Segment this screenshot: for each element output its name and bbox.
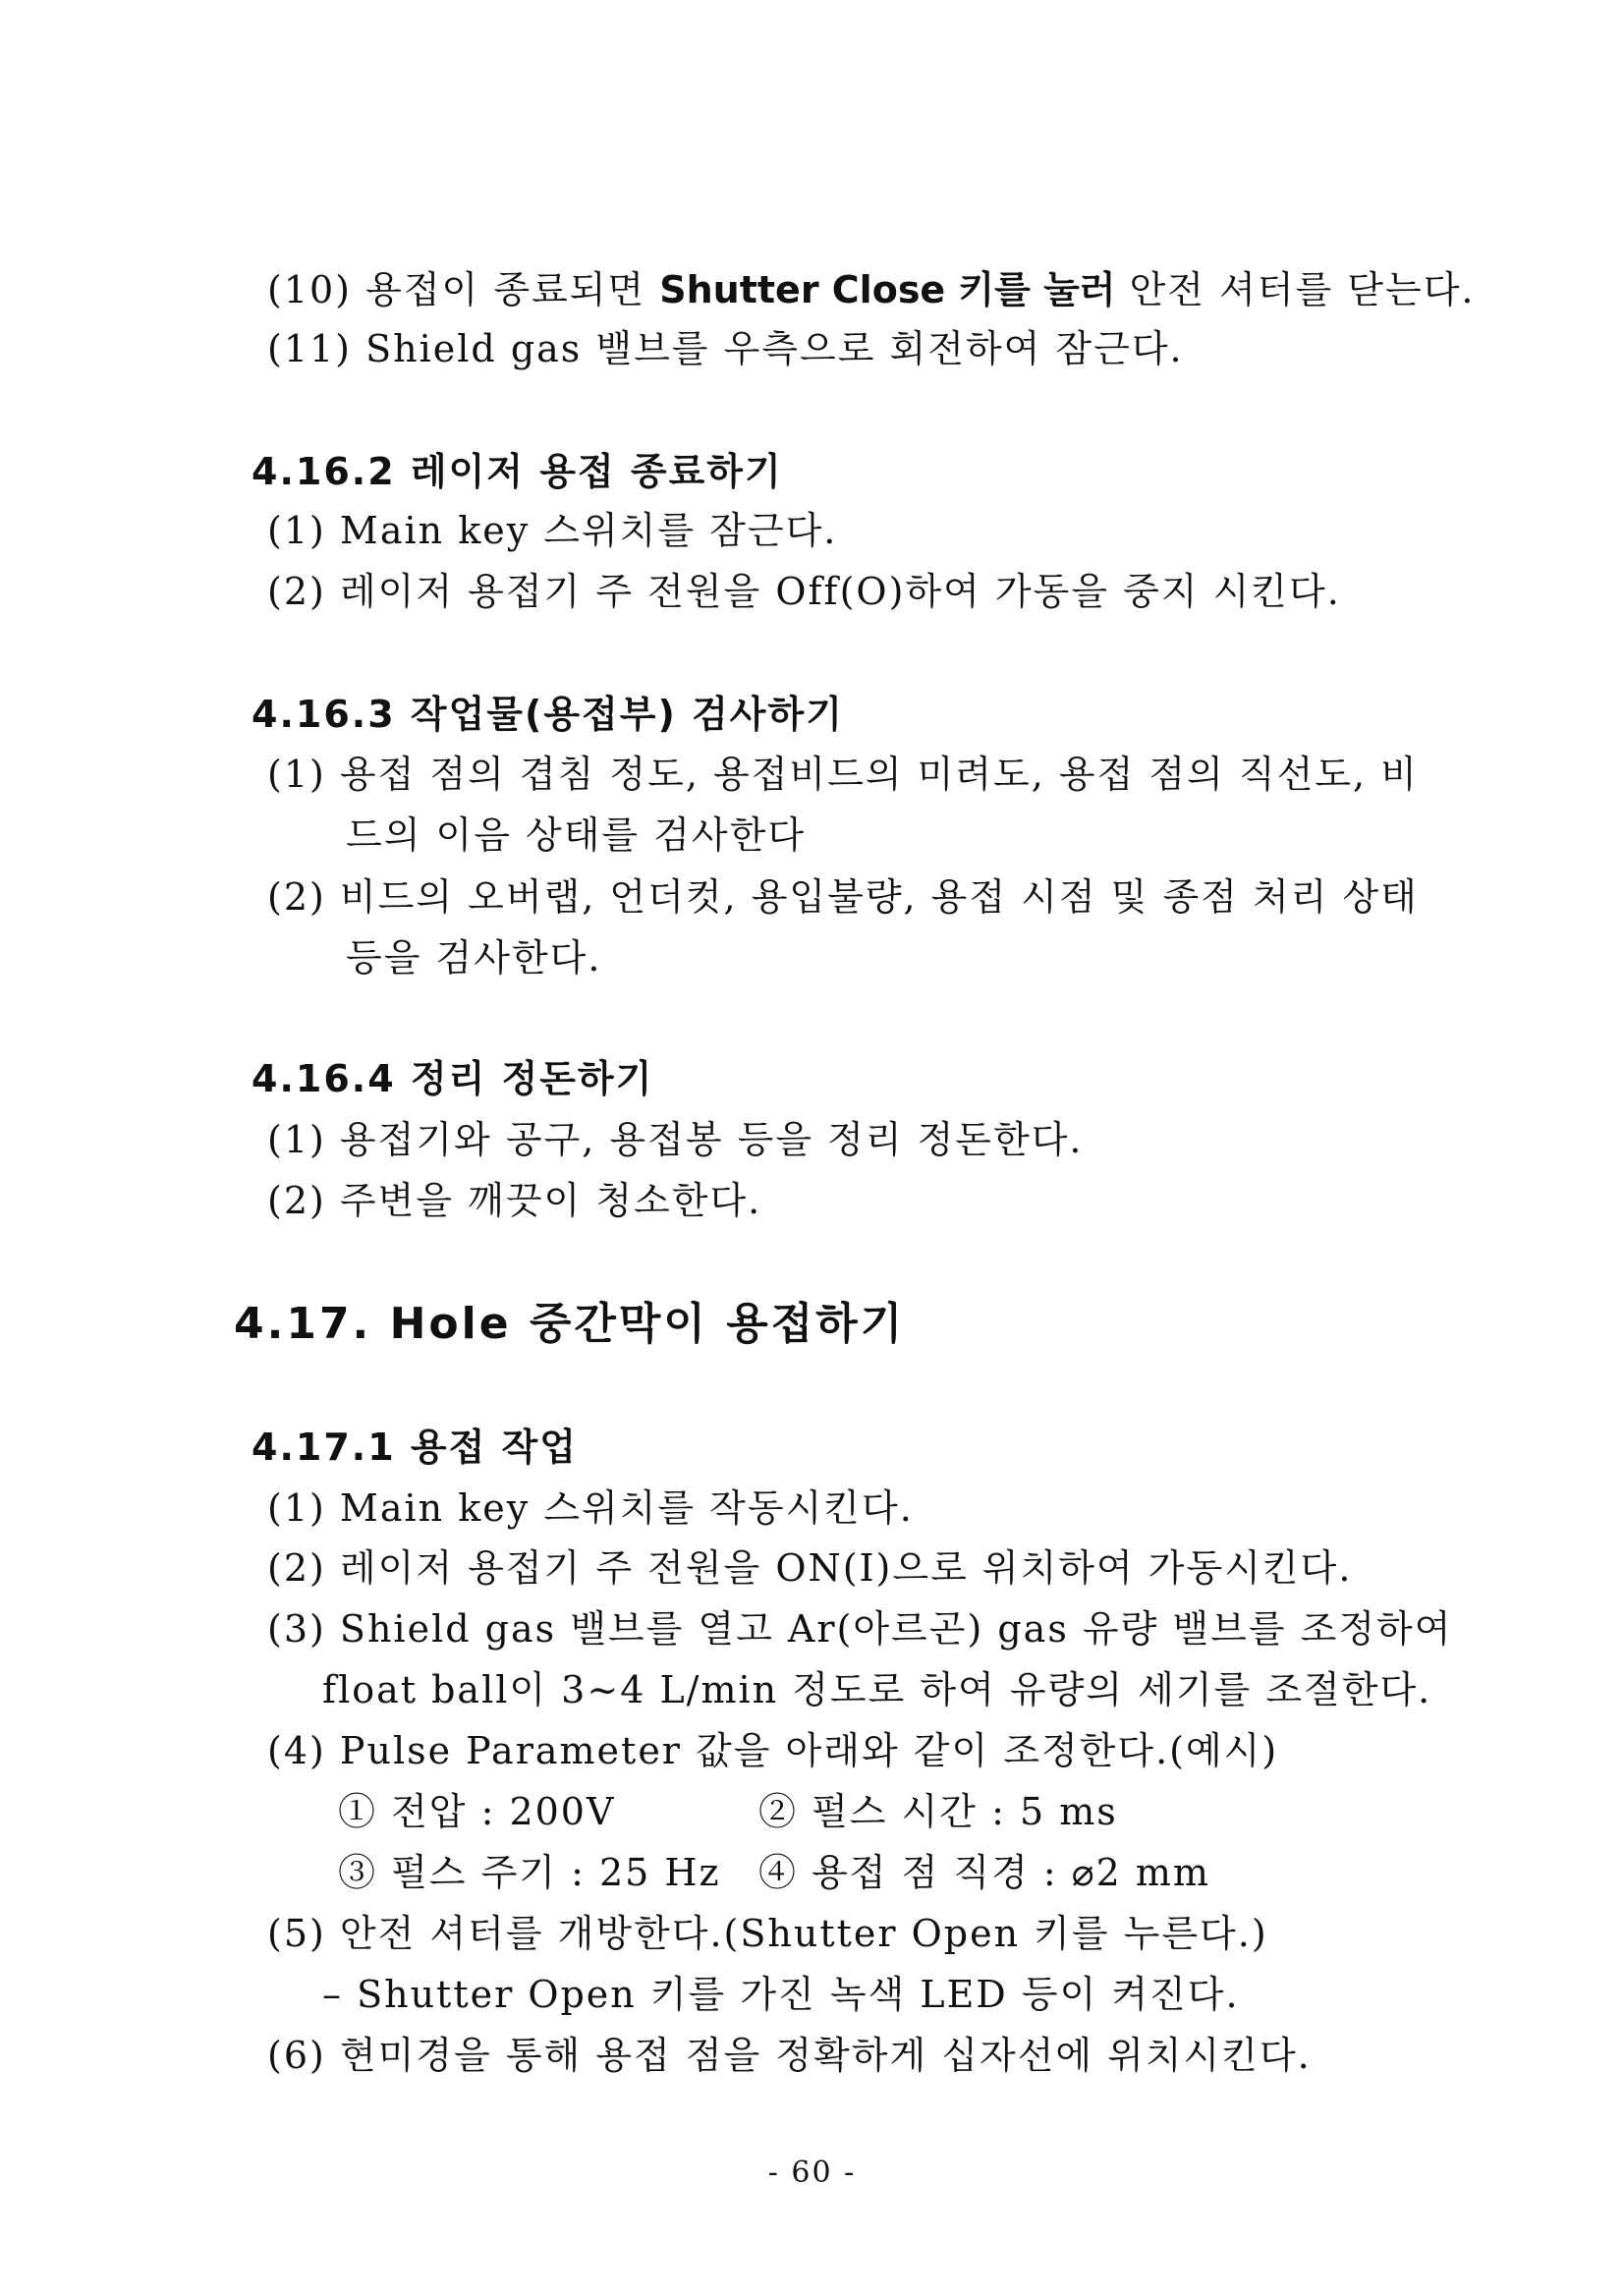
- item-number: (2): [267, 1179, 326, 1222]
- section-heading-4-17: 4.17. Hole 중간막이 용접하기: [234, 1299, 906, 1349]
- section-heading-4-16-4: 4.16.4 정리 정돈하기: [252, 1057, 654, 1100]
- list-item: [267, 1543, 1352, 1593]
- item-number: (5): [267, 1912, 326, 1955]
- item-emphasis: Shutter Close 키를 눌러: [659, 268, 1116, 311]
- item-number: (2): [267, 875, 326, 919]
- item-number: (10): [267, 268, 353, 311]
- item-number: (11): [267, 327, 353, 370]
- list-item: [267, 1604, 1452, 1653]
- item-text: 현미경을 통해 용접 점을 정확하게 십자선에 위치시킨다.: [339, 2034, 1312, 2077]
- item-text: Main key 스위치를 잠근다.: [339, 509, 838, 552]
- item-text: 비드의 오버랩, 언더컷, 용입불량, 용접 시점 및 종점 처리 상태: [339, 875, 1419, 919]
- item-number: (1): [267, 753, 326, 796]
- list-item: [267, 1115, 1084, 1164]
- list-item: [267, 1909, 1268, 1958]
- section-heading-4-17-1: 4.17.1 용접 작업: [252, 1426, 578, 1469]
- list-item: [267, 2031, 1312, 2080]
- param-voltage: ① 전압 : 200V: [338, 1790, 616, 1833]
- item-number: (3): [267, 1607, 326, 1651]
- param-pulse-period: ③ 펄스 주기 : 25 Hz: [338, 1851, 721, 1894]
- list-item-continuation: float ball이 3~4 L/min 정도로 하여 유량의 세기를 조절한다.: [322, 1668, 1432, 1711]
- list-item: [267, 750, 1419, 799]
- list-item-continuation: 드의 이음 상태를 검사한다: [346, 813, 807, 857]
- item-text: Shield gas 밸브를 열고 Ar(아르곤) gas 유량 밸브를 조정하여: [339, 1607, 1453, 1651]
- list-item: [267, 324, 1184, 373]
- list-item: [267, 506, 837, 555]
- page-number: - 60 -: [767, 2156, 857, 2190]
- item-text: 주변을 깨끗이 청소한다.: [339, 1179, 762, 1222]
- section-heading-4-16-2: 4.16.2 레이저 용접 종료하기: [252, 450, 783, 493]
- item-number: (4): [267, 1729, 326, 1772]
- item-text: 용접이 종료되면: [365, 268, 646, 311]
- item-text: 레이저 용접기 주 전원을 ON(Ⅰ)으로 위치하여 가동시킨다.: [339, 1546, 1353, 1590]
- list-item: [267, 567, 1341, 616]
- list-item: [267, 1726, 1278, 1775]
- item-number: (2): [267, 570, 326, 613]
- item-text: 용접기와 공구, 용접봉 등을 정리 정돈한다.: [339, 1118, 1084, 1161]
- item-text: 안전 셔터를 개방한다.(Shutter Open 키를 누른다.): [339, 1912, 1268, 1955]
- param-spot-diameter: ④ 용접 점 직경 : ⌀2 mm: [758, 1851, 1210, 1894]
- item-number: (1): [267, 509, 326, 552]
- list-item: [267, 1484, 914, 1533]
- item-text: Main key 스위치를 작동시킨다.: [339, 1486, 914, 1530]
- param-pulse-time: ② 펄스 시간 : 5 ms: [758, 1790, 1118, 1833]
- item-text: Shield gas 밸브를 우측으로 회전하여 잠근다.: [365, 327, 1184, 370]
- list-item-continuation: 등을 검사한다.: [346, 936, 602, 980]
- item-number: (6): [267, 2034, 326, 2077]
- list-item: [267, 1176, 761, 1225]
- item-number: (1): [267, 1486, 326, 1530]
- item-text: 안전 셔터를 닫는다.: [1129, 268, 1476, 311]
- list-item: [267, 265, 1476, 314]
- section-heading-4-16-3: 4.16.3 작업물(용접부) 검사하기: [252, 693, 844, 736]
- item-text: 용접 점의 겹침 정도, 용접비드의 미려도, 용접 점의 직선도, 비: [339, 753, 1419, 796]
- item-number: (1): [267, 1118, 326, 1161]
- list-item: [267, 872, 1419, 922]
- item-number: (2): [267, 1546, 326, 1590]
- item-text: 레이저 용접기 주 전원을 Off(O)하여 가동을 중지 시킨다.: [339, 570, 1341, 613]
- item-text: Pulse Parameter 값을 아래와 같이 조정한다.(예시): [339, 1729, 1279, 1772]
- list-item-continuation: – Shutter Open 키를 가진 녹색 LED 등이 켜진다.: [322, 1973, 1240, 2016]
